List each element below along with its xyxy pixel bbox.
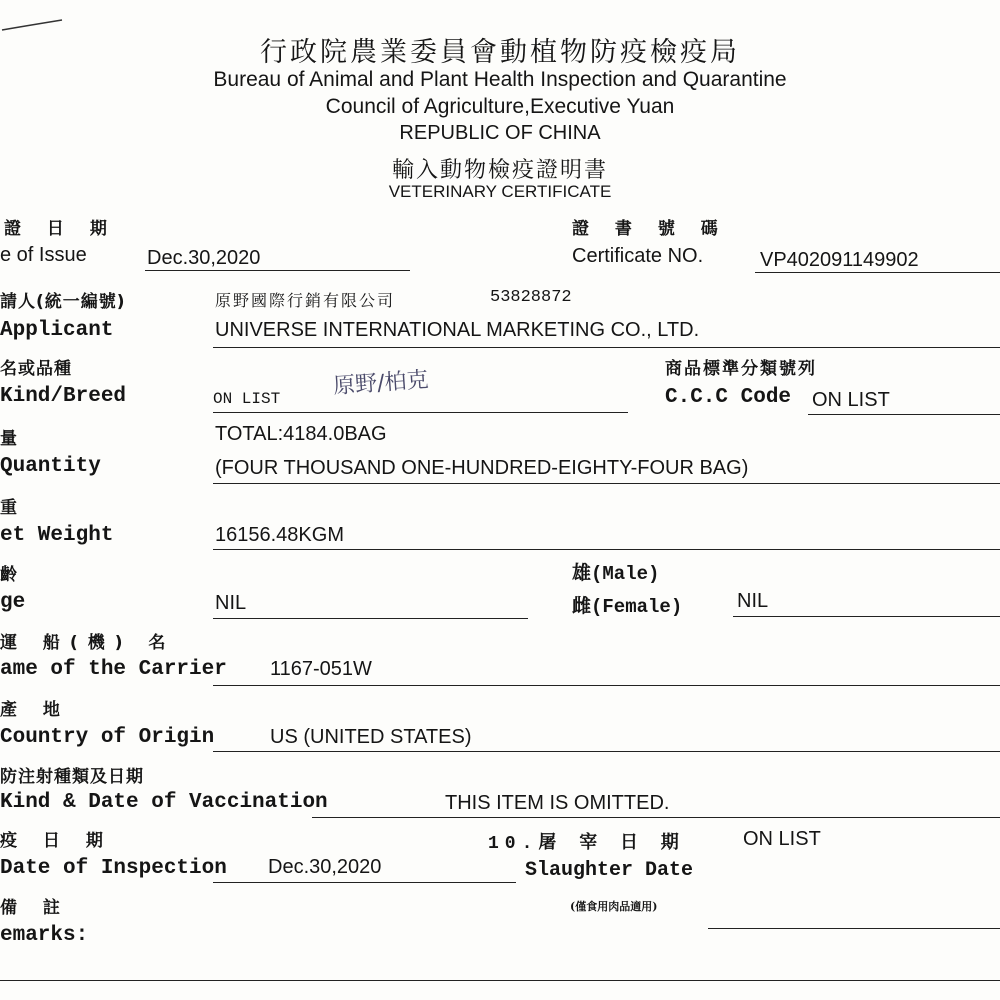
carrier-underline (213, 685, 1000, 686)
slaughter-label-en: Slaughter Date (525, 859, 694, 882)
carrier-label-zh: 運 船(機) 名 (0, 633, 176, 653)
origin-label-zh: 產 地 (0, 700, 70, 720)
agency-name-zh: 行政院農業委員會動植物防疫檢疫局 (260, 37, 740, 68)
issue-date-label-en: e of Issue (0, 244, 87, 266)
applicant-value: UNIVERSE INTERNATIONAL MARKETING CO., LTD. (215, 319, 700, 341)
country-name: REPUBLIC OF CHINA (399, 122, 601, 144)
female-label: 雌(Female) (572, 596, 683, 618)
applicant-tax-id: 53828872 (490, 288, 572, 307)
vaccination-label-zh: 防注射種類及日期 (0, 767, 144, 787)
ccc-label-en: C.C.C Code (665, 386, 792, 409)
issue-date-label-zh: 證 日 期 (4, 219, 117, 239)
slaughter-value: ON LIST (743, 828, 821, 850)
vaccination-value: THIS ITEM IS OMITTED. (445, 792, 670, 814)
vaccination-label-en: Kind & Date of Vaccination (0, 791, 328, 814)
certificate-title-zh: 輸入動物檢疫證明書 (391, 158, 608, 183)
net-weight-value: 16156.48KGM (215, 524, 344, 546)
carrier-label-en: ame of the Carrier (0, 658, 227, 681)
cert-no-label-zh: 證 書 號 碼 (572, 219, 728, 239)
remarks-underline-1 (708, 928, 1000, 929)
quantity-label-zh: 量 (0, 429, 27, 449)
carrier-value: 1167-051W (270, 658, 372, 680)
age-value: NIL (215, 592, 247, 614)
ccc-value: ON LIST (812, 389, 890, 411)
net-weight-underline (213, 549, 1000, 550)
remarks-underline-2 (0, 980, 1000, 981)
applicant-name-zh: 原野國際行銷有限公司 (215, 291, 396, 310)
age-underline (213, 618, 528, 619)
net-weight-label-en: et Weight (0, 524, 114, 547)
male-label: 雄(Male) (572, 563, 660, 585)
vaccination-underline (312, 817, 1000, 818)
applicant-underline (213, 347, 1000, 348)
net-weight-label-zh: 重 (0, 498, 27, 518)
kind-handwritten-note: 原野/柏克 (332, 367, 430, 400)
remarks-label-en: emarks: (0, 924, 89, 947)
origin-underline (213, 751, 1000, 752)
sex-underline (733, 616, 1000, 617)
kind-label-en: Kind/Breed (0, 385, 127, 408)
inspection-underline (213, 882, 516, 883)
slaughter-label-zh: 10.屠 宰 日 期 (488, 834, 685, 854)
certificate-title-en: VETERINARY CERTIFICATE (388, 182, 612, 201)
quantity-value: TOTAL:4184.0BAG (215, 423, 387, 445)
cert-no-value: VP402091149902 (760, 249, 919, 271)
applicant-label-en: Applicant (0, 319, 114, 342)
cert-no-underline (755, 272, 1000, 273)
inspection-label-zh: 疫 日 期 (0, 831, 113, 851)
cert-no-label-en: Certificate NO. (572, 245, 704, 267)
age-label-en: ge (0, 591, 26, 614)
origin-label-en: Country of Origin (0, 726, 215, 749)
kind-value: ON LIST (213, 390, 281, 408)
quantity-label-en: Quantity (0, 455, 101, 478)
issue-date-value: Dec.30,2020 (147, 247, 261, 269)
ccc-label-zh: 商品標準分類號列 (665, 359, 817, 379)
applicant-label-zh: 請人(統一編號) (0, 292, 126, 312)
issue-date-underline (145, 270, 410, 271)
remarks-label-zh: 備 註 (0, 898, 70, 918)
slaughter-note-zh: (僅食用肉品適用) (570, 900, 658, 913)
quantity-value-words: (FOUR THOUSAND ONE-HUNDRED-EIGHTY-FOUR BAG) (215, 457, 749, 479)
inspection-label-en: Date of Inspection (0, 857, 227, 880)
agency-name-en: Bureau of Animal and Plant Health Inspection and Quarantine (213, 68, 787, 91)
ccc-underline (808, 414, 1000, 415)
quantity-underline (213, 483, 1000, 484)
kind-label-zh: 名或品種 (0, 359, 72, 379)
kind-underline (213, 412, 628, 413)
inspection-value: Dec.30,2020 (268, 856, 382, 878)
origin-value: US (UNITED STATES) (270, 726, 472, 748)
council-name: Council of Agriculture,Executive Yuan (325, 95, 675, 118)
sex-value: NIL (737, 590, 769, 612)
age-label-zh: 齡 (0, 565, 27, 585)
